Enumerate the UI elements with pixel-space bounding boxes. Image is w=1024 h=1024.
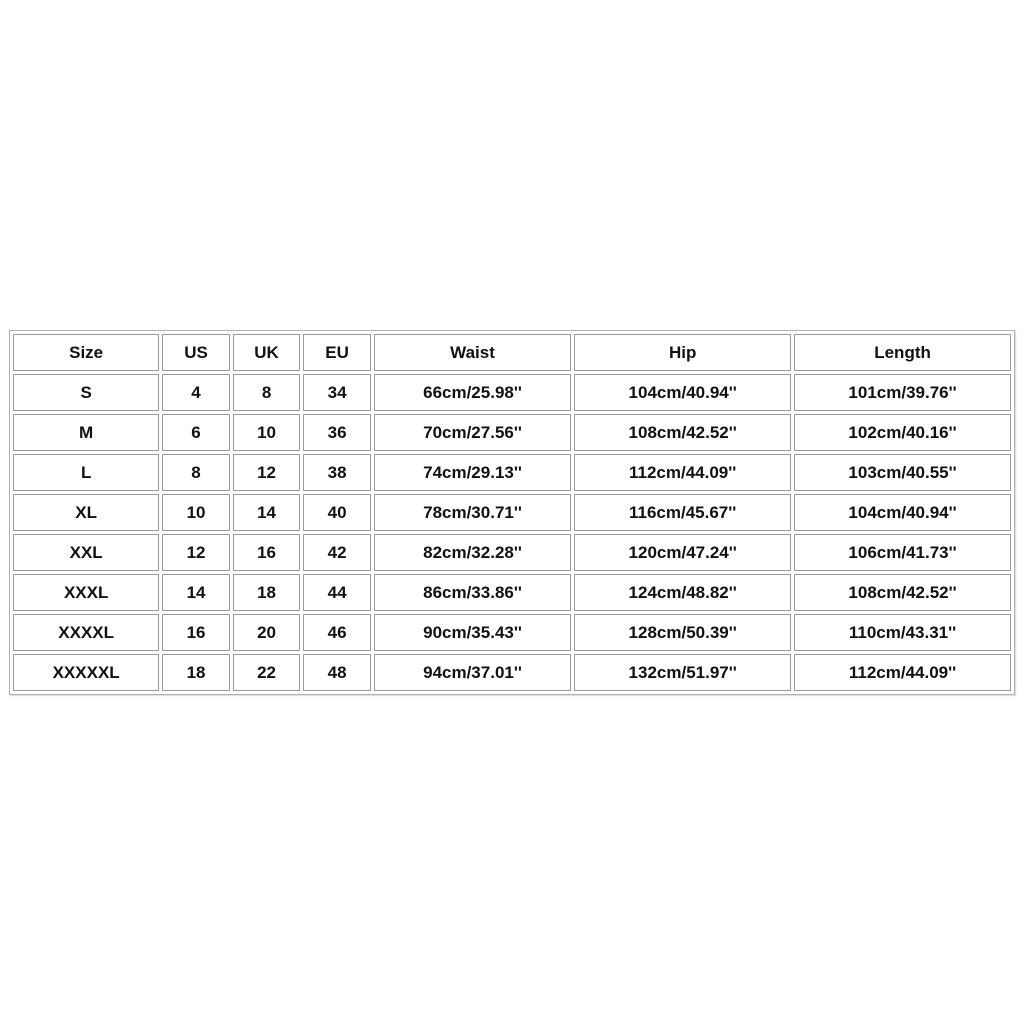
header-size: Size	[13, 334, 159, 371]
cell-waist: 90cm/35.43''	[374, 614, 571, 651]
table-row	[13, 574, 1011, 611]
cell-size: XXXXL	[13, 614, 159, 651]
table-row	[13, 654, 1011, 691]
cell-size: XXL	[13, 534, 159, 571]
cell-hip: 104cm/40.94''	[574, 374, 791, 411]
cell-length: 112cm/44.09''	[794, 654, 1011, 691]
cell-length: 101cm/39.76''	[794, 374, 1011, 411]
header-uk: UK	[233, 334, 301, 371]
cell-uk: 22	[233, 654, 301, 691]
cell-size: L	[13, 454, 159, 491]
cell-eu: 46	[303, 614, 371, 651]
cell-eu: 48	[303, 654, 371, 691]
cell-waist: 74cm/29.13''	[374, 454, 571, 491]
header-hip: Hip	[574, 334, 791, 371]
cell-us: 4	[162, 374, 230, 411]
cell-hip: 112cm/44.09''	[574, 454, 791, 491]
cell-eu: 38	[303, 454, 371, 491]
cell-length: 110cm/43.31''	[794, 614, 1011, 651]
cell-eu: 40	[303, 494, 371, 531]
cell-size: XL	[13, 494, 159, 531]
header-length: Length	[794, 334, 1011, 371]
cell-us: 18	[162, 654, 230, 691]
cell-us: 14	[162, 574, 230, 611]
cell-waist: 86cm/33.86''	[374, 574, 571, 611]
cell-us: 12	[162, 534, 230, 571]
table-row	[13, 414, 1011, 451]
cell-waist: 66cm/25.98''	[374, 374, 571, 411]
cell-us: 8	[162, 454, 230, 491]
cell-eu: 42	[303, 534, 371, 571]
cell-uk: 18	[233, 574, 301, 611]
cell-us: 16	[162, 614, 230, 651]
size-chart-table	[9, 330, 1015, 695]
cell-uk: 16	[233, 534, 301, 571]
cell-waist: 70cm/27.56''	[374, 414, 571, 451]
cell-eu: 44	[303, 574, 371, 611]
cell-hip: 132cm/51.97''	[574, 654, 791, 691]
table-row	[13, 494, 1011, 531]
cell-size: S	[13, 374, 159, 411]
cell-size: M	[13, 414, 159, 451]
cell-eu: 36	[303, 414, 371, 451]
header-waist: Waist	[374, 334, 571, 371]
cell-waist: 82cm/32.28''	[374, 534, 571, 571]
cell-hip: 120cm/47.24''	[574, 534, 791, 571]
cell-waist: 94cm/37.01''	[374, 654, 571, 691]
table-header-row	[13, 334, 1011, 371]
cell-uk: 12	[233, 454, 301, 491]
cell-length: 103cm/40.55''	[794, 454, 1011, 491]
cell-uk: 10	[233, 414, 301, 451]
cell-hip: 124cm/48.82''	[574, 574, 791, 611]
cell-waist: 78cm/30.71''	[374, 494, 571, 531]
cell-length: 102cm/40.16''	[794, 414, 1011, 451]
cell-uk: 8	[233, 374, 301, 411]
cell-length: 106cm/41.73''	[794, 534, 1011, 571]
cell-length: 104cm/40.94''	[794, 494, 1011, 531]
cell-hip: 116cm/45.67''	[574, 494, 791, 531]
table-row	[13, 534, 1011, 571]
cell-us: 10	[162, 494, 230, 531]
header-us: US	[162, 334, 230, 371]
table-row	[13, 374, 1011, 411]
cell-size: XXXL	[13, 574, 159, 611]
cell-hip: 108cm/42.52''	[574, 414, 791, 451]
table-row	[13, 614, 1011, 651]
cell-eu: 34	[303, 374, 371, 411]
cell-us: 6	[162, 414, 230, 451]
cell-uk: 20	[233, 614, 301, 651]
cell-hip: 128cm/50.39''	[574, 614, 791, 651]
table-row	[13, 454, 1011, 491]
header-eu: EU	[303, 334, 371, 371]
cell-length: 108cm/42.52''	[794, 574, 1011, 611]
cell-uk: 14	[233, 494, 301, 531]
cell-size: XXXXXL	[13, 654, 159, 691]
